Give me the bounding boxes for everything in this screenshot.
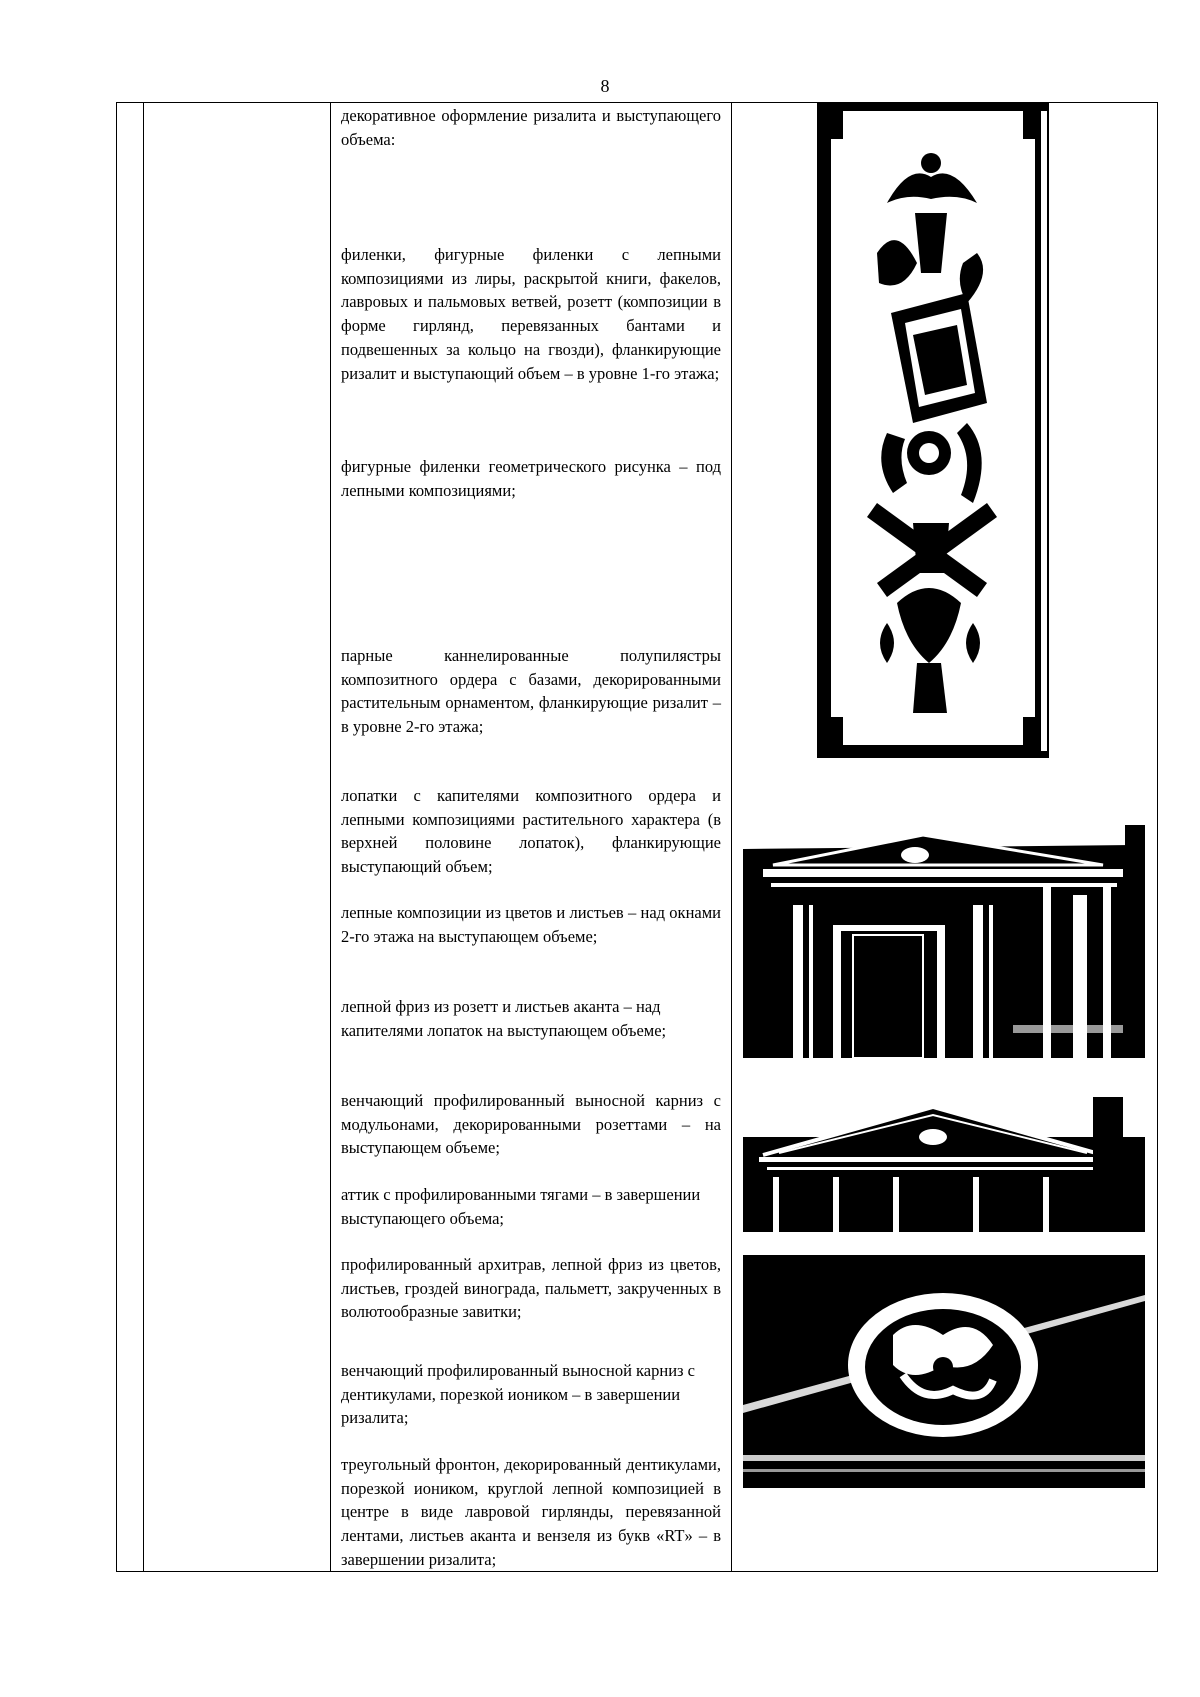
paragraph-window-compositions: лепные композиции из цветов и листьев – над окнами 2-го этажа на выступающем объеме; (341, 903, 721, 946)
table-column-divider-1 (143, 102, 144, 1572)
decorative-panel-photo (817, 103, 1049, 763)
paragraph-cornice-denticles: венчающий профилированный выносной карниз с дентикулами, порезкой иоником – в завершении ризалита; (341, 1361, 695, 1428)
paragraph-attic: аттик с профилированными тягами – в завершении выступающего объема; (341, 1185, 701, 1228)
portico-photo (743, 825, 1145, 1058)
paragraph-frieze: лепной фриз из розетт и листьев аканта – над капителями лопаток на выступающем объеме; (341, 997, 667, 1040)
paragraph-lopatki: лопатки с капителями композитного ордера и лепными композициями растительного характера (в верхней половине лопаток), фланкирующие выступающий объем; (341, 786, 721, 877)
monogram-medallion-photo (743, 1255, 1145, 1488)
paragraph-architrave: профилированный архитрав, лепной фриз из цветов, листьев, гроздей винограда, пальметт, закрученных в волютообразные завитки; (341, 1255, 721, 1322)
table-column-divider-3 (731, 102, 732, 1572)
paragraph-cornice-modillions: венчающий профилированный выносной карниз с модульонами, декорированными розеттами – на выступающем объеме; (341, 1091, 721, 1158)
paragraph-pilasters: парные каннелированные полупилястры композитного ордера с базами, декорированными растительным орнаментом, фланкирующие ризалит – в уровне 2-го этажа; (341, 646, 721, 737)
paragraph-figured-panels: фигурные филенки геометрического рисунка – под лепными композициями; (341, 457, 721, 500)
paragraph-panels: филенки, фигурные филенки с лепными композициями из лиры, раскрытой книги, факелов, лавровых и пальмовых ветвей, розетт (композиции в форме гирлянд, перевязанных бантами и подвешенных за кольцо на гвозди), фланкирующие ризалит и выступающий объем – в уровне 1-го этажа; (341, 245, 721, 383)
page-number: 8 (600, 76, 610, 96)
paragraph-decor-intro: декоративное оформление ризалита и выступающего объема: (341, 106, 721, 149)
paragraph-pediment: треугольный фронтон, декорированный дентикулами, порезкой иоником, круглой лепной композицией в центре в виде лавровой гирлянды, перевязанной лентами, листьев аканта и вензеля из букв «RT» – в завершении ризалита; (341, 1455, 721, 1569)
table-column-divider-2 (330, 102, 331, 1572)
pediment-photo (743, 1097, 1145, 1232)
